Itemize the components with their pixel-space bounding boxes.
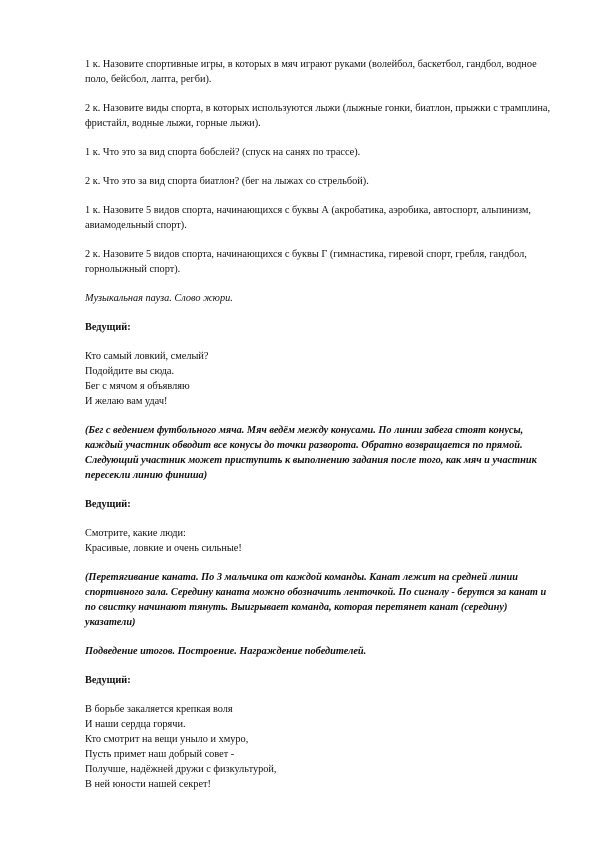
host-label-1: Ведущий:	[85, 322, 131, 333]
question-1: 1 к. Назовите спортивные игры, в которых в мяч играют руками (волейбол, баскетбол, гандбол, водное поло, бейсбол, лапта, регби).	[85, 59, 537, 85]
verse-line: И наши сердца горячи.	[85, 719, 186, 730]
verse-2	[85, 526, 555, 556]
verse-1	[85, 349, 555, 409]
question-6: 2 к. Назовите 5 видов спорта, начинающихся с буквы Г (гимнастика, гиревой спорт, гребля, гандбол, горнолыжный спорт).	[85, 249, 527, 275]
instruction-2: (Перетягивание каната. По 3 мальчика от каждой команды. Канат лежит на средней линии спортивного зала. Середину каната можно обозначить ленточкой. По сигналу - берутся за канат и по свистку начинают тянуть. Выигрывает команда, которая перетянет канат (середину) указатели)	[85, 572, 547, 628]
document-page	[85, 57, 555, 806]
verse-line: Кто самый ловкий, смелый?	[85, 351, 209, 362]
verse-line: Пусть примет наш добрый совет -	[85, 749, 235, 760]
verse-3	[85, 702, 555, 792]
question-2: 2 к. Назовите виды спорта, в которых используются лыжи (лыжные гонки, биатлон, прыжки с трамплина, фристайл, водные лыжи, горные лыжи).	[85, 103, 551, 129]
verse-line: Бег с мячом я объявляю	[85, 381, 190, 392]
verse-line: В борьбе закаляется крепкая воля	[85, 704, 233, 715]
verse-line: Кто смотрит на вещи уныло и хмуро,	[85, 734, 249, 745]
verse-line: Получше, надёжней дружи с физкультурой,	[85, 764, 277, 775]
host-label-3: Ведущий:	[85, 675, 131, 686]
music-pause: Музыкальная пауза. Слово жюри.	[85, 293, 233, 304]
host-label-2: Ведущий:	[85, 499, 131, 510]
question-4: 2 к. Что это за вид спорта биатлон? (бег на лыжах со стрельбой).	[85, 176, 369, 187]
verse-line: Смотрите, какие люди:	[85, 528, 186, 539]
verse-line: В ней юности нашей секрет!	[85, 779, 211, 790]
verse-line: Красивые, ловкие и очень сильные!	[85, 543, 242, 554]
summary: Подведение итогов. Построение. Награждение победителей.	[85, 646, 367, 657]
instruction-1: (Бег с ведением футбольного мяча. Мяч ведём между конусами. По линии забега стоят конусы, каждый участник обводит все конусы до точки разворота. Обратно возвращается по прямой. Следующий участник может приступить к выполнению задания после того, как мяч и участник пересекли линию финиша)	[85, 425, 537, 481]
question-5: 1 к. Назовите 5 видов спорта, начинающихся с буквы А (акробатика, аэробика, автоспорт, альпинизм, авиамодельный спорт).	[85, 205, 531, 231]
verse-line: И желаю вам удач!	[85, 396, 168, 407]
verse-line: Подойдите вы сюда.	[85, 366, 175, 377]
question-3: 1 к. Что это за вид спорта бобслей? (спуск на санях по трассе).	[85, 147, 361, 158]
